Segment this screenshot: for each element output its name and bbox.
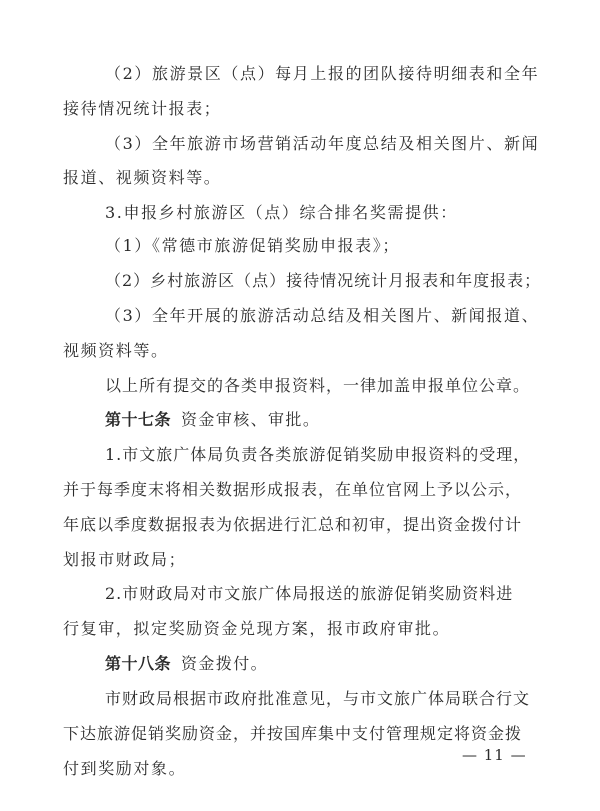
- article-18-line: [0, 653, 600, 675]
- article-18-text: 资金拨付。: [181, 654, 269, 673]
- article-17-heading: 第十七条: [105, 410, 172, 429]
- paragraph-line: 付到奖励对象。: [63, 759, 187, 778]
- paragraph-line: 报道、视频资料等。: [63, 168, 222, 187]
- paragraph-line: 接待情况统计报表；: [63, 99, 222, 118]
- paragraph-line: （2）旅游景区（点）每月上报的团队接待明细表和全年: [105, 64, 540, 83]
- paragraph-line: 年底以季度数据报表为依据进行汇总和初审，提出资金拨付计: [63, 515, 523, 534]
- paragraph-line: 市财政局根据市政府批准意见，与市文旅广体局联合行文: [105, 689, 531, 708]
- paragraph-line: 划报市财政局；: [63, 550, 187, 569]
- paragraph-line: （3）全年开展的旅游活动总结及相关图片、新闻报道、: [105, 306, 540, 325]
- article-17-text: 资金审核、审批。: [181, 410, 321, 429]
- paragraph-line: （2）乡村旅游区（点）接待情况统计月报表和年度报表；: [105, 271, 542, 290]
- paragraph-line: 行复审，拟定奖励资金兑现方案，报市政府审批。: [63, 619, 451, 638]
- paragraph-line: （1）《常德市旅游促销奖励申报表》；: [105, 236, 400, 255]
- article-17-line: [0, 409, 600, 431]
- page-number: — 11 —: [462, 746, 527, 764]
- paragraph-line: 并于每季度末将相关数据形成报表，在单位官网上予以公示，: [63, 480, 523, 499]
- paragraph-line: 下达旅游促销奖励资金，并按国库集中支付管理规定将资金拨: [63, 724, 523, 743]
- paragraph-line: 3.申报乡村旅游区（点）综合排名奖需提供：: [105, 203, 458, 222]
- paragraph-line: 1.市文旅广体局负责各类旅游促销奖励申报资料的受理，: [105, 445, 531, 464]
- paragraph-line: （3）全年旅游市场营销活动年度总结及相关图片、新闻: [105, 134, 540, 153]
- paragraph-line: 以上所有提交的各类申报资料，一律加盖申报单位公章。: [105, 376, 531, 395]
- article-18-heading: 第十八条: [105, 654, 172, 673]
- paragraph-line: 视频资料等。: [63, 341, 169, 360]
- paragraph-line: 2.市财政局对市文旅广体局报送的旅游促销奖励资料进: [105, 584, 514, 603]
